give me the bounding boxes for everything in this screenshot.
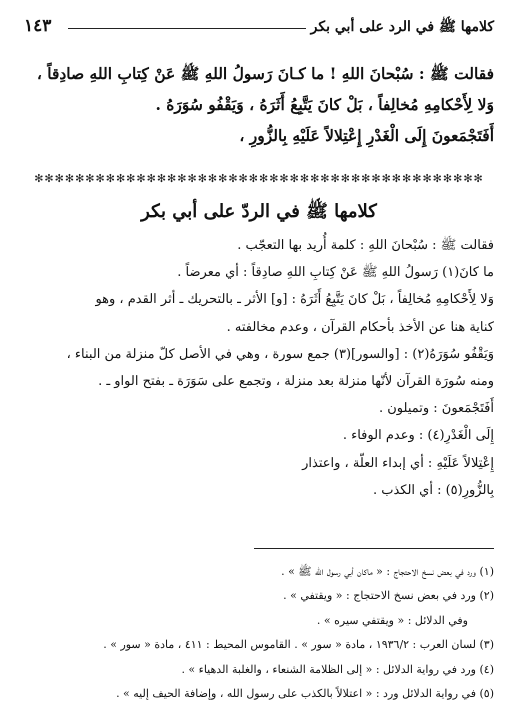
footnote: وفي الدلائل : « ويقتفي سيره » .	[316, 613, 468, 627]
commentary-line: بِالزُّورِ(٥) : أي الكذب .	[372, 482, 494, 498]
commentary-line: ومنه سُورَة القرآن لأنّها منزلة بعد منزلة ، وتجمع على سَوَرَة ـ بفتح الواو ـ .	[98, 374, 494, 390]
commentary-line: كناية هنا عن الأخذ بأحكام القرآن ، وعدم مخالفته .	[226, 319, 494, 335]
footnote: (٥) في رواية الدلائل ورد : « اعتلالاً بالكذب على رسول الله ، وإضافة الحيف إليه » .	[116, 687, 494, 701]
commentary	[24, 232, 494, 504]
commentary-line: فقالت ﷺ : سُبْحانَ اللهِ : كلمة أُريد بها التعجّب .	[237, 238, 494, 253]
quote-line: وَلا لِأَحْكامِهِ مُخالِفاً ، بَلْ كانَ يَتَّبِعُ أَثَرَهُ ، وَيَقْفُو سُوَرَهُ .	[155, 95, 494, 114]
commentary-line: إِلَى الْغَدْرِ(٤) : وعدم الوفاء .	[342, 428, 494, 444]
footnote: (١) ورد في بعض نسخ الاحتجاج : « ماكان أبي رسول الله ﷺ » .	[281, 565, 494, 578]
page-number: ١٤٣	[24, 16, 52, 36]
quoted-speech	[24, 58, 494, 151]
footnote: (٤) ورد في رواية الدلائل : « إلى الظلامة الشنعاء ، والغلبة الدهياء » .	[181, 662, 494, 676]
footnote: (٢) ورد في بعض نسخ الاحتجاج : « ويقتفي » .	[283, 589, 494, 603]
star-divider: ✻✻✻✻✻✻✻✻✻✻✻✻✻✻✻✻✻✻✻✻✻✻✻✻✻✻✻✻✻✻✻✻✻✻✻✻✻✻✻✻✻✻✻✻	[34, 172, 484, 185]
commentary-line: وَيَقْفُو سُوَرَهُ(٢) : [والسور](٣) جمع سورة ، وهي في الأصل كلّ منزلة من البناء ،	[66, 346, 494, 362]
commentary-line: أَفَتَجْمَعونَ : وتميلون .	[378, 401, 494, 417]
section-title: كلامها ﷺ في الردّ على أبي بكر	[141, 201, 377, 222]
running-title: كلامها ﷺ في الرد على أبي بكر	[310, 19, 494, 35]
running-header	[24, 16, 494, 40]
footnote: (٣) لسان العرب : ١٩٣٦/٢ ، مادة « سور » . القاموس المحيط : ٤١١ ، مادة « سور » .	[103, 638, 494, 652]
quote-line: أَفَتَجْمَعونَ إِلَى الْغَدْرِ إِعْتِلالاً عَلَيْهِ بِالزُّورِ ،	[239, 126, 494, 145]
commentary-line: وَلا لِأَحْكامِهِ مُخالِفاً ، بَلْ كانَ يَتَّبِعُ أَثَرَهُ : [و] الأثر ـ بالتحريك ـ أثر القدم ، وهو	[95, 292, 494, 308]
commentary-line: إِعْتِلالاً عَلَيْهِ : أي إبداء العلّة ، واعتذار	[302, 455, 494, 471]
footnotes	[24, 560, 494, 706]
quote-line: فقالت ﷺ : سُبْحانَ اللهِ ! ما كـانَ رَسولُ اللهِ ﷺ عَنْ كِتابِ اللهِ صادِقاً ،	[36, 64, 494, 83]
commentary-line: ما كانَ(١) رَسولُ اللهِ ﷺ عَنْ كِتابِ اللهِ صادِقاً : أي معرضاً .	[177, 265, 494, 281]
header-rule	[68, 28, 306, 29]
footnote-separator	[254, 548, 494, 549]
